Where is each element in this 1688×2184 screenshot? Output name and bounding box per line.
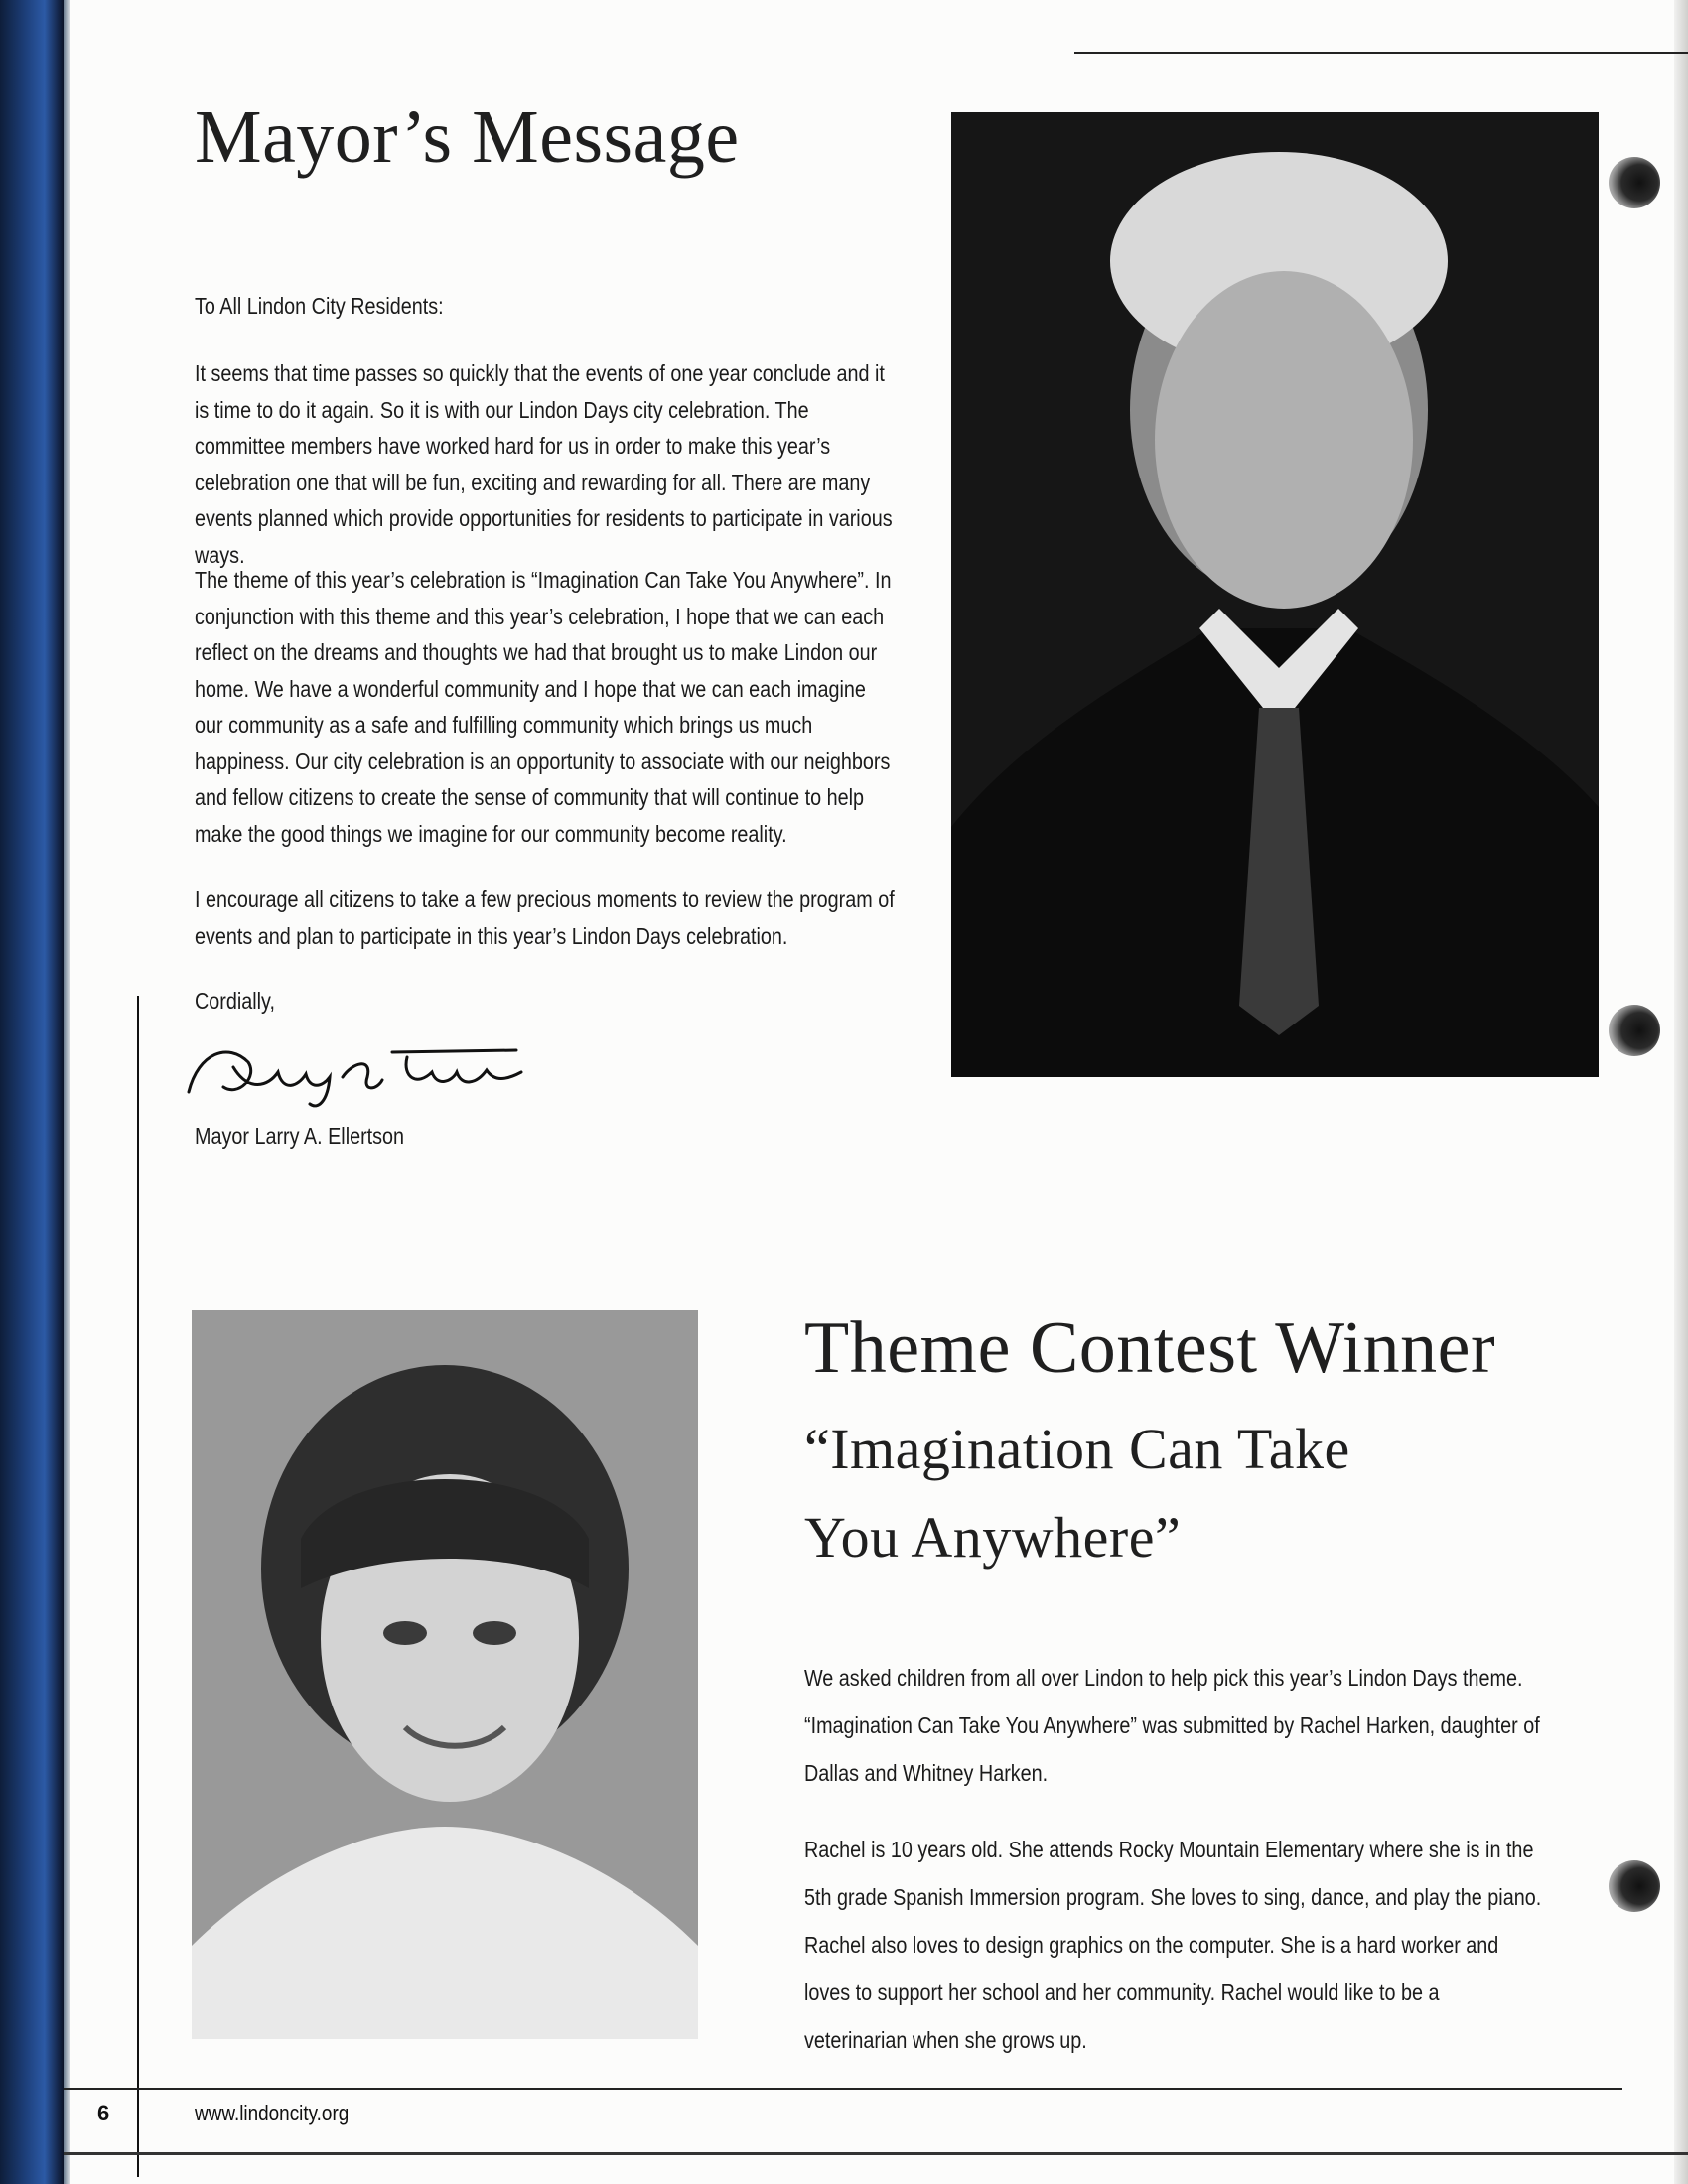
theme-subtitle-line-1: “Imagination Can Take <box>804 1417 1350 1481</box>
binding-spine <box>0 0 64 2184</box>
theme-contest-title: Theme Contest Winner <box>804 1307 1496 1389</box>
top-rule <box>1074 52 1688 54</box>
binder-hole-3 <box>1609 1860 1660 1912</box>
footer-bottom-rule <box>64 2152 1688 2155</box>
footer-rule <box>64 2088 1622 2090</box>
page-number: 6 <box>97 2101 110 2125</box>
spine-edge <box>64 0 70 2184</box>
left-rule <box>137 996 139 2177</box>
binder-hole-2 <box>1609 1005 1660 1056</box>
theme-paragraph-1: We asked children from all over Lindon to help pick this year’s Lindon Days theme. “Imagination Can Take You Anywhere” was submitted by Rachel Harken, daughter of Dallas and Whitney Harken. <box>804 1665 1540 1786</box>
signer-name: Mayor Larry A. Ellertson <box>195 1123 405 1149</box>
mayor-portrait-photo <box>951 112 1599 1077</box>
footer-url[interactable]: www.lindoncity.org <box>195 2101 350 2125</box>
rachel-portrait-photo <box>192 1310 698 2039</box>
theme-subtitle-line-2: You Anywhere” <box>804 1505 1182 1570</box>
mayor-message-title: Mayor’s Message <box>195 95 740 179</box>
mayor-paragraph-3: I encourage all citizens to take a few precious moments to review the program of events and plan to participate in this year’s Lindon Days celebration. <box>195 887 895 949</box>
salutation: To All Lindon City Residents: <box>195 293 444 319</box>
rachel-portrait-illustration <box>192 1310 698 2039</box>
signature <box>179 1032 536 1112</box>
binder-hole-1 <box>1609 157 1660 208</box>
mayor-paragraph-1: It seems that time passes so quickly that the events of one year conclude and it is time to do it again. So it is with our Lindon Days city celebration. The committee members have worked hard for us in order to make this year’s celebration one that will be fun, exciting and rewarding for all. There are many events planned which provide opportunities for residents to participate in various ways. <box>195 360 893 568</box>
mayor-paragraph-2: The theme of this year’s celebration is “Imagination Can Take You Anywhere”. In conjunction with this theme and this year’s celebration, I hope that we can each reflect on the dreams and thoughts we had that brought us to make Lindon our home. We have a wonderful community and I hope that we can each imagine our community as a safe and fulfilling community which brings us much happiness. Our city celebration is an opportunity to associate with our neighbors and fellow citizens to create the sense of community that will continue to help make the good things we imagine for our community become reality. <box>195 567 892 847</box>
mayor-portrait-illustration <box>951 112 1599 1077</box>
closing: Cordially, <box>195 988 275 1014</box>
page-edge <box>1674 0 1688 2184</box>
theme-paragraph-2: Rachel is 10 years old. She attends Rocky Mountain Elementary where she is in the 5th grade Spanish Immersion program. She loves to sing, dance, and play the piano. Rachel also loves to design graphics on the computer. She is a hard worker and loves to support her school and her community. Rachel would like to be a veterinarian when she grows up. <box>804 1837 1542 2053</box>
